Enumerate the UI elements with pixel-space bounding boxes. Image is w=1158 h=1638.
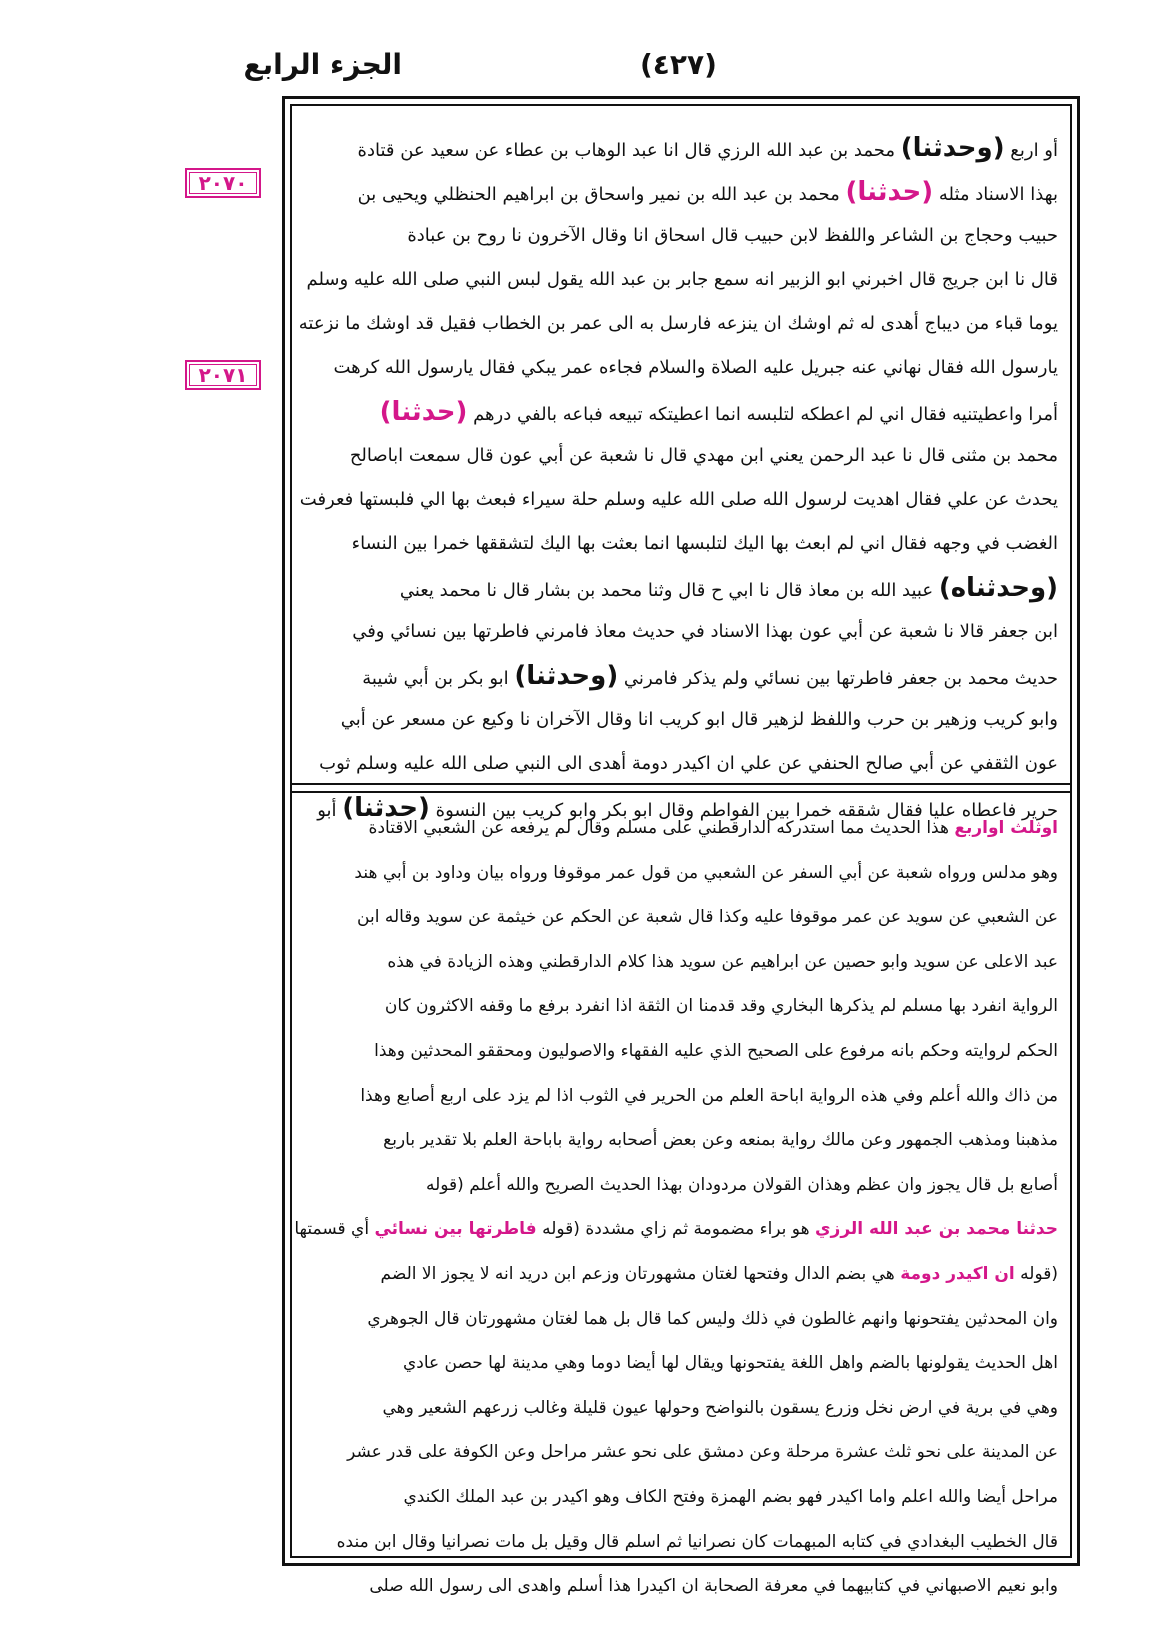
commentary-line [308,1564,1058,1609]
hadith-line [308,258,1058,302]
hadith-segment: عون الثقفي عن أبي صالح الحنفي عن علي ان اكيدر دومة أهدى الى النبي صلى الله عليه وسلم ثوب [319,753,1058,774]
part-title: الجزء الرابع [243,48,402,81]
commentary-segment: وابو نعيم الاصبهاني في كتابيهما في معرفة الصحابة ان اكيدرا هذا أسلم واهدى الى رسول الله صلى [369,1576,1058,1597]
hadith-line [299,478,1058,522]
commentary-line [308,806,1058,851]
commentary-segment: عن الشعبي عن سويد عن عمر موقوفا عليه وكذا قال شعبة عن الحكم عن خيثمة عن سويد وقاله ابن [357,907,1058,928]
hadith-line [308,346,1058,390]
commentary-line [308,1029,1058,1074]
commentary-segment: حدثنا محمد بن عبد الله الرزي [814,1219,1058,1240]
commentary-segment: (قوله [536,1219,580,1240]
hadith-line [308,214,1058,258]
commentary-segment: مذهبنا ومذهب الجمهور وعن مالك رواية بمنعه وعن بعض أصحابه رواية باباحة العلم بلا تقدير باربع [383,1130,1058,1151]
page-header [0,48,1158,98]
commentary-segment: فاطرتها بين نسائي [374,1219,537,1240]
commentary-line [294,1207,1058,1252]
hadith-line [308,170,1058,214]
commentary-line [308,1430,1058,1475]
commentary-segment: (قوله [425,1174,464,1195]
hadith-line [308,566,1058,610]
commentary-line [308,1475,1058,1520]
commentary-segment: وهي في برية في ارض نخل وزرع يسقون بالنواضح وحولها عيون قليلة وغالب زرعهم الشعير وهي [382,1397,1058,1418]
hadith-segment: محمد بن عبد الله بن نمير واسحاق بن ابراهيم الحنظلي ويحيى بن [357,184,846,205]
commentary-line [308,984,1058,1029]
commentary-segment: قال الخطيب البغدادي في كتابه المبهمات كان نصرانيا ثم اسلم قال وقيل بل مات نصرانيا وقال ابن منده [336,1531,1058,1552]
hadith-number-badge: ٢٠٧١ [185,360,261,390]
hadith-number-badge: ٢٠٧٠ [185,168,261,198]
hadith-segment: ابن جعفر قالا نا شعبة عن أبي عون بهذا الاسناد في حديث معاذ فامرني فاطرتها بين نسائي وفي [352,621,1058,642]
hadith-text [298,126,1058,830]
hadith-segment: وابو كريب وزهير بن حرب واللفظ لزهير قال ابو كريب انا وقال الآخران نا وكيع عن مسعر عن أبي [340,709,1058,730]
commentary-line [308,1163,1058,1208]
commentary-line [308,895,1058,940]
commentary-line [308,1074,1058,1119]
commentary-segment: وان المحدثين يفتحونها وانهم غالطون في ذلك وليس كما قال بل هما لغتان مشهورتان قال الجوهري [367,1308,1058,1329]
hadith-segment: (حدثنا) [342,793,430,823]
hadith-line [308,654,1058,698]
hadith-line [308,610,1058,654]
commentary-line [308,851,1058,896]
hadith-segment: ابو بكر بن أبي شيبة [362,668,515,689]
hadith-segment: يحدث عن علي فقال اهديت لرسول الله صلى الله عليه وسلم حلة سيراء فبعث بها الي فلبستها فعرفت [299,489,1058,510]
hadith-segment: (حدثنا) [845,177,934,207]
hadith-segment: (وحدثنا) [900,133,1005,163]
commentary-segment: مراحل أيضا والله اعلم واما اكيدر فهو بضم الهمزة وفتح الكاف وهو اكيدر بن عبد الملك الكندي [403,1486,1058,1507]
commentary-segment: وهو مدلس ورواه شعبة عن أبي السفر عن الشعبي من قول عمر موقوفا ورواه بيان وداود بن أبي هند [354,862,1058,883]
hadith-segment: (وحدثناه) [938,573,1058,603]
commentary-text [294,806,1058,1609]
hadith-segment: (وحدثنا) [514,661,619,691]
commentary-line [308,1252,1058,1297]
hadith-segment: حبيب وحجاج بن الشاعر واللفظ لابن حبيب قال اسحاق انا وقال الآخرون نا روح بن عبادة [407,225,1058,246]
hadith-segment: يوما قباء من ديباج أهدى له ثم اوشك ان ينزعه فارسل به الى عمر بن الخطاب فقيل قد اوشك ما نزعته [298,313,1058,334]
hadith-segment: محمد بن مثنى قال نا عبد الرحمن يعني ابن مهدي قال نا شعبة عن أبي عون قال سمعت اباصالح [349,445,1058,466]
hadith-line [308,698,1058,742]
hadith-line [308,742,1058,786]
commentary-segment: أي قسمتها [294,1219,375,1240]
hadith-segment: الغضب في وجهه فقال اني لم ابعث بها اليك لتلبسها انما بعثت بها اليك لتشققها خمرا بين النساء [351,533,1058,554]
hadith-segment: (حدثنا) [379,397,468,427]
commentary-segment: (قوله [1014,1263,1058,1284]
commentary-segment: اوثلث اواربع [954,818,1058,838]
commentary-segment: عن المدينة على نحو ثلث عشرة مرحلة وعن دمشق على نحو عشر مراحل وعن الكوفة على قدر عشر [347,1442,1058,1463]
hadith-line [298,302,1058,346]
hadith-line [308,522,1058,566]
commentary-line [308,1341,1058,1386]
hadith-line [308,434,1058,478]
commentary-segment: اهل الحديث يقولونها بالضم واهل اللغة يفتحونها ويقال لها أيضا دوما وهي مدينة لها حصن عادي [402,1353,1058,1374]
commentary-line [308,1520,1058,1565]
hadith-segment: أو اربع [1004,140,1058,161]
commentary-segment: هذا الحديث مما استدركه الدارقطني على مسلم وقال لم يرفعه عن الشعبي الاقتادة [368,818,955,838]
hadith-line [308,126,1058,170]
commentary-line [308,940,1058,985]
commentary-segment: عبد الاعلى عن سويد وابو حصين عن ابراهيم عن سويد هذا كلام الدارقطني وهذه الزيادة في هذه [387,951,1058,972]
commentary-segment: الحكم لروايته وحكم بانه مرفوع على الصحيح الذي عليه الفقهاء والاصوليون ومحققو المحدثين وهذا [374,1040,1058,1061]
hadith-segment: أمرا واعطيتنيه فقال اني لم اعطكه لتلبسه انما اعطيتكه تبيعه فباعه بالفي درهم [467,404,1058,425]
hadith-segment: بهذا الاسناد مثله [933,184,1058,205]
commentary-segment: ان اكيدر دومة [900,1263,1015,1284]
commentary-line [308,1386,1058,1431]
commentary-segment: الرواية انفرد بها مسلم لم يذكرها البخاري وقد قدمنا ان الثقة اذا انفرد برفع ما وقفه الاكثرون كان [384,996,1058,1017]
hadith-segment: محمد بن عبد الله الرزي قال انا عبد الوهاب بن عطاء عن سعيد عن قتادة [357,140,901,161]
commentary-segment: هو براء مضمومة ثم زاي مشددة [579,1219,815,1240]
hadith-segment: قال نا ابن جريج قال اخبرني ابو الزبير انه سمع جابر بن عبد الله يقول لبس النبي صلى الله عليه وسلم [306,269,1058,290]
hadith-segment: حرير فاعطاه عليا فقال شققه خمرا بين الفواطم وقال ابو بكر وابو كريب بين النسوة [429,800,1058,821]
hadith-segment: يارسول الله فقال نهاني عنه جبريل عليه الصلاة والسلام فجاءه عمر يبكي فقال يارسول الله كرهت [333,357,1058,378]
hadith-segment: حديث محمد بن جعفر فاطرتها بين نسائي ولم يذكر فامرني [618,668,1058,689]
hadith-segment: أبو [317,800,343,821]
commentary-line [308,1118,1058,1163]
commentary-line [308,1297,1058,1342]
commentary-segment: هي بضم الدال وفتحها لغتان مشهورتان وزعم ابن دريد انه لا يجوز الا الضم [380,1263,901,1284]
hadith-line [308,390,1058,434]
hadith-segment: عبيد الله بن معاذ قال نا ابي ح قال وثنا محمد بن بشار قال نا محمد يعني [399,580,939,601]
page-number: (٤٢٧) [640,48,717,81]
commentary-segment: أصابع بل قال يجوز وان عظم وهذان القولان مردودان بهذا الحديث الصريح والله أعلم [463,1174,1058,1195]
commentary-segment: من ذاك والله أعلم وفي هذه الرواية اباحة العلم من الحرير في الثوب اذا لم يزد على اربع أصابع وهذا [360,1085,1058,1106]
